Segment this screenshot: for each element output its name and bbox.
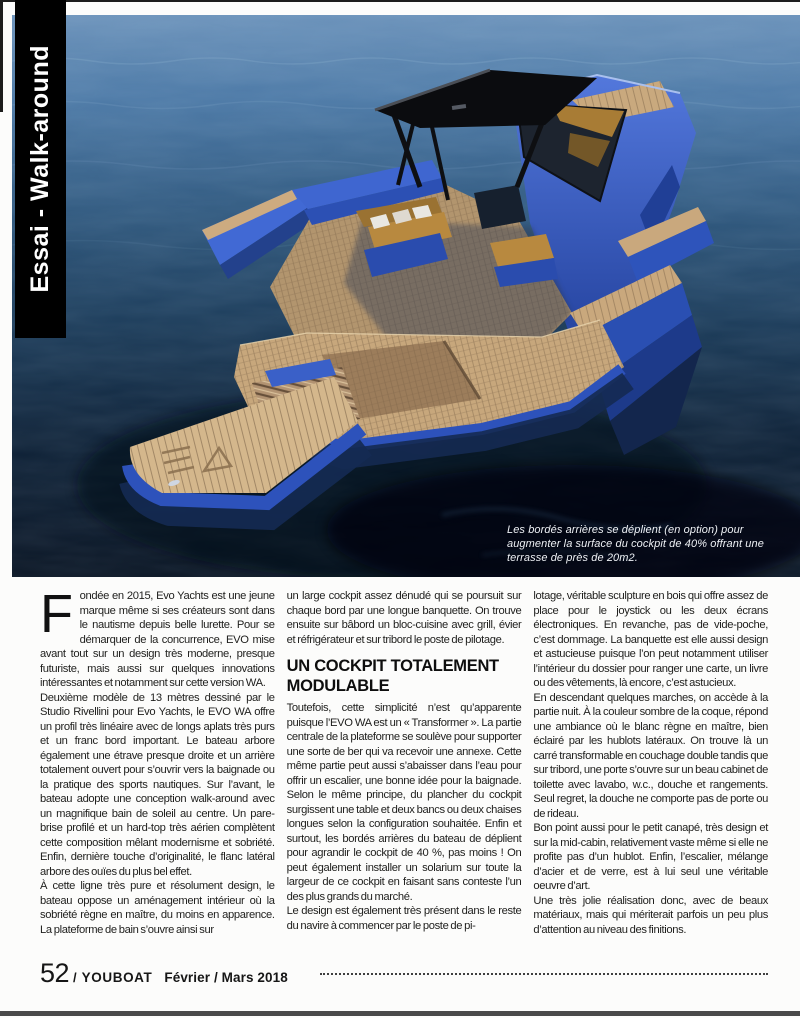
footer-dotted-rule bbox=[320, 973, 768, 975]
paragraph: Toutefois, cette simplicité n’est qu’apparente puisque l’EVO WA est un « Transformer ». La partie centrale de la plateforme se soulève pour supporter une sorte de ber qui va recevoir une annexe. Cette même partie peut aussi s’abaisser dans l’eau pour offrir un escalier, une bonne idée pour la baignade. Selon le même principe, du plancher du cockpit surgissent une table et deux bancs ou deux chaises longues selon la configuration souhaitée. Enfin et surtout, les bordés arrières du bateau de déplient pour agrandir le cockpit de 40 %, pas moins ! On peut également installer un solarium sur toute la largeur de ce cockpit en faisant sans conteste l’un des plus grands du marché. bbox=[286, 702, 522, 903]
paragraph: Le design est également très présent dans le reste du navire à commencer par le poste de pi- bbox=[286, 905, 522, 932]
boat-photo bbox=[12, 15, 800, 577]
footer-separator: / bbox=[73, 970, 77, 985]
section-banner-label: Essai - Walk-around bbox=[26, 45, 54, 293]
issue-date: Février / Mars 2018 bbox=[164, 970, 288, 985]
dropcap: F bbox=[40, 584, 73, 644]
paragraph bbox=[40, 584, 275, 691]
section-banner bbox=[15, 0, 66, 338]
paragraph: Deuxième modèle de 13 mètres dessiné par le Studio Rivellini pour Evo Yachts, le EVO WA offre un profil très linéaire avec de longs aplats très purs et un franc bord important. Le bateau arbore également une étrave presque droite et un arrière totalement ouvert pour s’ouvrir vers la baignade ou la pratique des sports nautiques. Sur l’avant, le bateau adopte une conception walk-around avec un magnifique bain de soleil au centre. Un pare-brise profilé et un hard-top très aérien complètent cette composition mêlant modernisme et sobriété. Enfin, dernière touche d’originalité, le flanc latéral arbore des ouïes du plus bel effet. bbox=[40, 691, 275, 878]
article-column-1 bbox=[40, 584, 275, 973]
paragraph: Bon point aussi pour le petit canapé, très design et sur la mid-cabin, relativement vaste même si elle ne profite pas d’un hublot. Enfin, l’escalier, mélange d’acier et de verre, est à lui seul une véritable oeuvre d’art. bbox=[533, 822, 769, 892]
photo-caption: Les bordés arrières se déplient (en option) pour augmenter la surface du cockpit de 40% offrant une terrasse de près de 20m2. bbox=[507, 524, 764, 565]
page-top-rule bbox=[0, 0, 800, 2]
article-column-2 bbox=[287, 589, 522, 973]
helm-console bbox=[474, 185, 526, 229]
paragraph: En descendant quelques marches, on accède à la partie nuit. À la couleur sombre de la coque, répond une ambiance où le blanc règne en maître, bien éclairé par les hublots latéraux. On trouve là un carré transformable en couchage double tandis que sur tribord, une porte s’ouvre sur un beau cabinet de toilette avec lavabo, w.c., douche et rangements. Seul regret, la douche ne comporte pas de porte ou de rideau. bbox=[533, 691, 769, 820]
paragraph: À cette ligne très pure et résolument design, le bateau oppose un aménagement intérieur où la sobriété règne en maître, du moins en apparence. La plateforme de bain s’ouvre ainsi sur bbox=[40, 880, 275, 936]
paragraph: un large cockpit assez dénudé qui se poursuit sur chaque bord par une longue banquette. On trouve ensuite sur bâbord un bloc-cuisine avec grill, évier et réfrigérateur et sur tribord le poste de pilotage. bbox=[286, 590, 522, 646]
paragraph: lotage, véritable sculpture en bois qui offre assez de place pour le joystick ou les deux écrans électroniques. En revanche, pas de vide-poche, c’est dommage. La banquette est elle aussi design et astucieuse puisque l’on peut notamment utiliser l’intérieur du dossier pour ranger une carte, un livre ou des vêtements, là encore, c’est astucieux. bbox=[533, 590, 769, 689]
page-footer bbox=[40, 958, 288, 989]
page-number: 52 bbox=[40, 958, 70, 988]
section-heading: UN COCKPIT TOTALEMENT MODULABLE bbox=[286, 657, 499, 695]
magazine-name: YOUBOAT bbox=[81, 970, 153, 985]
page-edge-mark bbox=[0, 0, 3, 112]
page-bottom-bar bbox=[0, 1011, 800, 1016]
paragraph: Une très jolie réalisation donc, avec de beaux matériaux, mais qui mériterait parfois un peu plus d’attention au niveau des finitions. bbox=[533, 894, 769, 936]
article-body bbox=[40, 584, 769, 973]
article-column-3 bbox=[533, 589, 768, 973]
boat-photo-illustration bbox=[12, 15, 800, 577]
paragraph-text: ondée en 2015, Evo Yachts est une jeune marque même si ses créateurs sont dans le nautisme depuis belle lurette. Pour se démarquer de la concurrence, EVO mise avant tout sur un design très moderne, presque futuriste, mais aussi sur quelques innovations intéressantes et notamment sur cette version WA. bbox=[40, 590, 275, 689]
